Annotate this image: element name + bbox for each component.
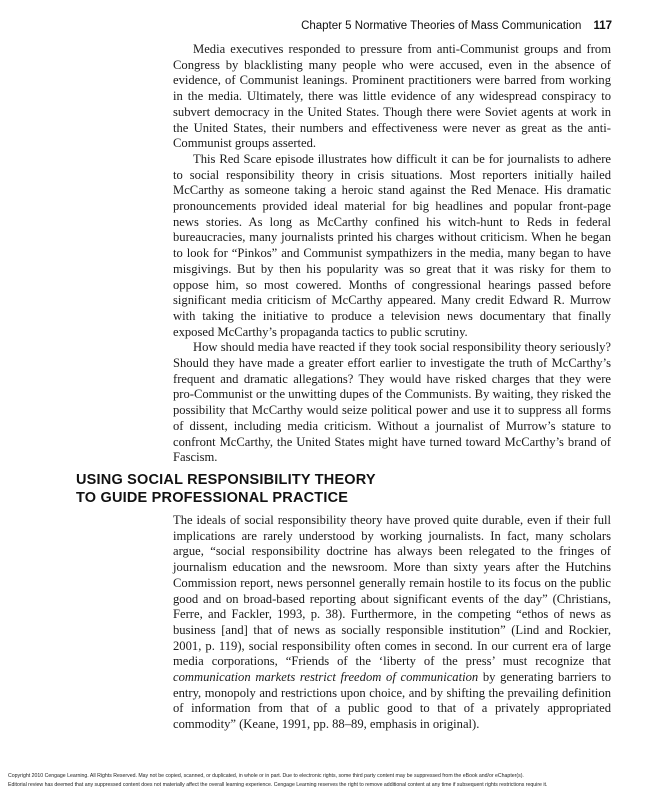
- page-number: 117: [593, 20, 612, 32]
- section-heading-line-2: TO GUIDE PROFESSIONAL PRACTICE: [76, 490, 349, 506]
- running-header: [301, 20, 612, 32]
- paragraph-ideals-part-1: The ideals of social responsibility theory have proved quite durable, even if their full implications are rarely understood by working journalists. In fact, many scholars argue, “social responsibility doctrine has always been relegated to the fringes of journalism education and the newsroom. More than sixty years after the Hutchins Commission report, news personnel generally remain hostile to its focus on the public good and on broad-based reporting about significant events of the day” (Christians, Ferre, and Fackler, 1993, p. 38). Furthermore, in the competing “ethos of news as business [and] that of news as socially responsible institution” (Lind and Rockier, 2001, p. 119), social responsibility often comes in second. In our current era of large media corporations, “Friends of the ‘liberty of the press’ must recognize that: [173, 513, 611, 669]
- paragraph-ideals-part-2: by generating barriers to entry, monopoly and restrictions upon choice, and by shifting the prevailing definition of information from that of a public good to that of a privately appropriated commodity” (Keane, 1991, pp. 88–89, emphasis in original).: [173, 670, 611, 732]
- emphasis-text: communication markets restrict freedom of communication: [173, 670, 479, 685]
- paragraph-media-reaction: How should media have reacted if they took social responsibility theory seriously? Should they have made a greater effort earlier to investigate the truth of McCarthy’s frequent and dramatic allegations? They would have risked charges that they were pro-Communist or the unwitting dupes of the Communists. By waiting, they risked the possibility that McCarthy would seize political power and use it to suppress all forms of dissent, including media criticism. Without a journalist of Murrow’s stature to confront McCarthy, the United States might have turned toward McCarthy’s brand of Fascism.: [173, 340, 611, 465]
- bottom-section: [173, 513, 611, 733]
- paragraph-red-scare: This Red Scare episode illustrates how difficult it can be for journalists to adhere to social responsibility theory in crisis situations. Most reporters initially hailed McCarthy as someone taking a heroic stand against the Red Menace. His dramatic pronouncements provided ideal material for big headlines and popular front-page news stories. As long as McCarthy confined his witch-hunt to Reds in federal bureaucracies, many journalists printed his charges without criticism. When he began to look for “Pinkos” and Communist sympathizers in the media, many began to have misgivings. But by then his popularity was so great that it was risky for them to oppose him, so most cowered. Months of congressional hearings passed before significant media criticism of McCarthy appeared. Many credit Edward R. Murrow with taking the initiative to produce a television news documentary that finally exposed McCarthy’s propaganda tactics to public scrutiny.: [173, 151, 611, 339]
- paragraph-blacklisting: Media executives responded to pressure from anti-Communist groups and from Congress by blacklisting many people who were accused, even in the absence of evidence, of Communist leanings. Prominent practitioners were barred from working in the media. Ultimately, there was little evidence of any widespread conspiracy to subvert democracy in the United States. Though there were Soviet agents at work in the United States, their numbers and effectiveness were never as great as the anti-Communist groups asserted.: [173, 42, 611, 151]
- running-title: Chapter 5 Normative Theories of Mass Communication: [301, 20, 582, 32]
- section-heading: [76, 471, 596, 507]
- top-section: [173, 42, 611, 466]
- footer-line-1: Copyright 2010 Cengage Learning. All Rights Reserved. May not be copied, scanned, or duplicated, in whole or in part. Due to electronic rights, some third party content may be suppressed from the eBook and/or eChapter(s).: [8, 773, 524, 779]
- footer-line-2: Editorial review has deemed that any suppressed content does not materially affect the overall learning experience. Cengage Learning reserves the right to remove additional content at any time if subsequent rights restrictions require it.: [8, 782, 548, 788]
- paragraph-ideals: [173, 513, 611, 733]
- copyright-footer: [8, 772, 638, 790]
- section-heading-line-1: USING SOCIAL RESPONSIBILITY THEORY: [76, 472, 376, 488]
